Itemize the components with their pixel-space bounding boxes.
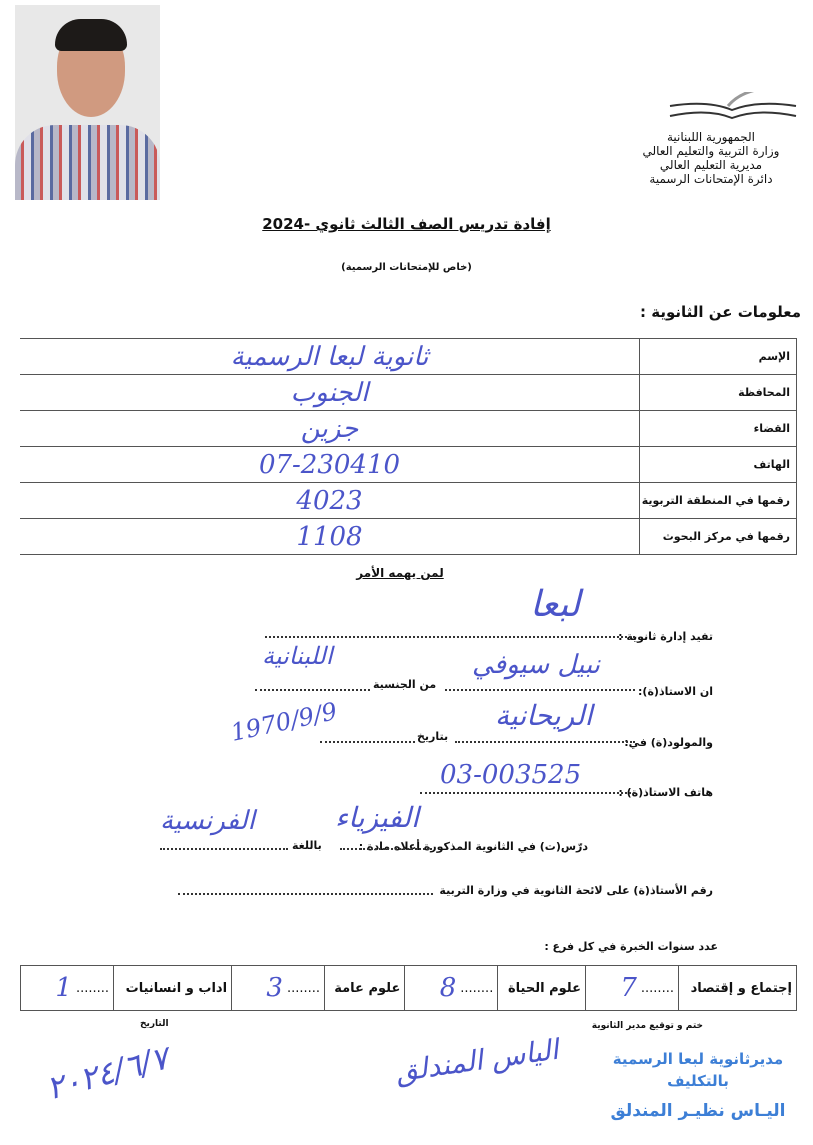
teacher-value: نبيل سيوفي [472, 650, 601, 680]
header-line: وزارة التربية والتعليم العالي [642, 144, 780, 158]
school-label: تفيد إدارة ثانوية : [618, 630, 713, 643]
field-value: 07-230410 [20, 447, 640, 483]
table-row [20, 339, 797, 375]
subject-value: الفيزياء [335, 801, 419, 834]
field-label: الإسم [640, 339, 797, 375]
nationality-value: اللبنانية [262, 642, 333, 670]
branch-label: اداب و انسانيات [114, 966, 232, 1011]
table-row [20, 519, 797, 555]
branch-years [232, 966, 325, 1011]
nationality-label: من الجنسية [373, 678, 437, 691]
field-label: رقمها في مركز البحوث [640, 519, 797, 555]
dotted-line [420, 792, 635, 794]
field-value: جزين [20, 411, 640, 447]
branch-label: علوم عامة [325, 966, 405, 1011]
language-value: الفرنسية [160, 806, 255, 836]
born-place-value: الريحانية [495, 699, 593, 732]
dotted-line [265, 636, 635, 638]
field-label: رقمها في المنطقة التربوية [640, 483, 797, 519]
dotted-line [340, 848, 432, 850]
dotted-line [455, 741, 635, 743]
dotted-line [178, 893, 433, 895]
school-value: لبعا [530, 584, 581, 625]
header-line: مديرية التعليم العالي [659, 158, 763, 172]
school-info-table [20, 338, 797, 555]
signature-date: ٢٠٢٤/٦/٧ [42, 1038, 173, 1108]
to-whom-heading: لمن يهمه الأمر [356, 566, 444, 580]
dotted-line [160, 848, 288, 850]
years-value: 8 [439, 973, 457, 1003]
dotted-placeholder: ........ [286, 980, 321, 996]
branch-years [21, 966, 114, 1011]
table-row [21, 966, 797, 1011]
field-label: القضاء [640, 411, 797, 447]
teacher-phone-label: هاتف الاستاذ(ة) : [618, 786, 713, 799]
date-label: التاريخ [140, 1019, 169, 1029]
stamp-label: ختم و توقيع مدير الثانوية [591, 1021, 703, 1031]
language-label: باللغة [292, 839, 322, 852]
branch-label: إجتماع و إقتصاد [678, 966, 796, 1011]
teacher-number-label: رقم الأستاذ(ة) على لائحة الثانوية في وزارة التربية [439, 884, 713, 897]
ministry-logo [668, 92, 798, 122]
table-row [20, 447, 797, 483]
teacher-photo [15, 5, 160, 200]
experience-heading: عدد سنوات الخبرة في كل فرع : [544, 940, 718, 953]
dotted-placeholder: ........ [640, 980, 674, 996]
dotted-line [255, 689, 370, 691]
years-value: 1 [55, 973, 72, 1003]
header-line: الجمهورية اللبنانية [666, 130, 756, 144]
page-subtitle: (خاص للإمتحانات الرسمية) [341, 262, 472, 273]
field-value: الجنوب [20, 375, 640, 411]
dotted-line [445, 689, 635, 691]
subject-label: درّس(ت) في الثانوية المذكورة أعلاه مادة : [358, 840, 588, 853]
born-label: والمولود(ة) في: [624, 736, 713, 749]
principal-stamp [603, 1048, 793, 1122]
teacher-phone-value: 03-003525 [440, 760, 582, 790]
dotted-placeholder: ........ [75, 980, 109, 996]
field-label: المحافظة [640, 375, 797, 411]
table-row [20, 483, 797, 519]
stamp-line: مديرثانوية لبعا الرسمية [612, 1050, 784, 1068]
principal-signature: الياس المندلق [393, 1032, 561, 1089]
field-label: الهاتف [640, 447, 797, 483]
dotted-placeholder: ........ [460, 980, 494, 996]
years-value: 7 [620, 973, 637, 1003]
years-value: 3 [266, 973, 283, 1003]
experience-table [20, 965, 797, 1011]
table-row [20, 411, 797, 447]
header-line: دائرة الإمتحانات الرسمية [649, 172, 773, 186]
page-title: إفادة تدريس الصف الثالث ثانوي -2024 [262, 215, 551, 233]
branch-label: علوم الحياة [498, 966, 586, 1011]
branch-years [405, 966, 498, 1011]
stamp-line: اليـاس نظيـر المندلق [610, 1101, 786, 1121]
stamp-line: بالتكليف [667, 1072, 729, 1090]
field-value: ثانوية لبعا الرسمية [20, 339, 640, 375]
ministry-header [631, 130, 791, 186]
section-heading: معلومات عن الثانوية : [640, 303, 801, 321]
branch-years [585, 966, 678, 1011]
table-row [20, 375, 797, 411]
teacher-label: ان الاستاذ(ة): [638, 685, 713, 698]
field-value: 1108 [20, 519, 640, 555]
field-value: 4023 [20, 483, 640, 519]
birth-date-value: 1970/9/9 [228, 697, 340, 747]
dotted-line [320, 741, 415, 743]
date-label: بتاريخ [417, 730, 449, 743]
